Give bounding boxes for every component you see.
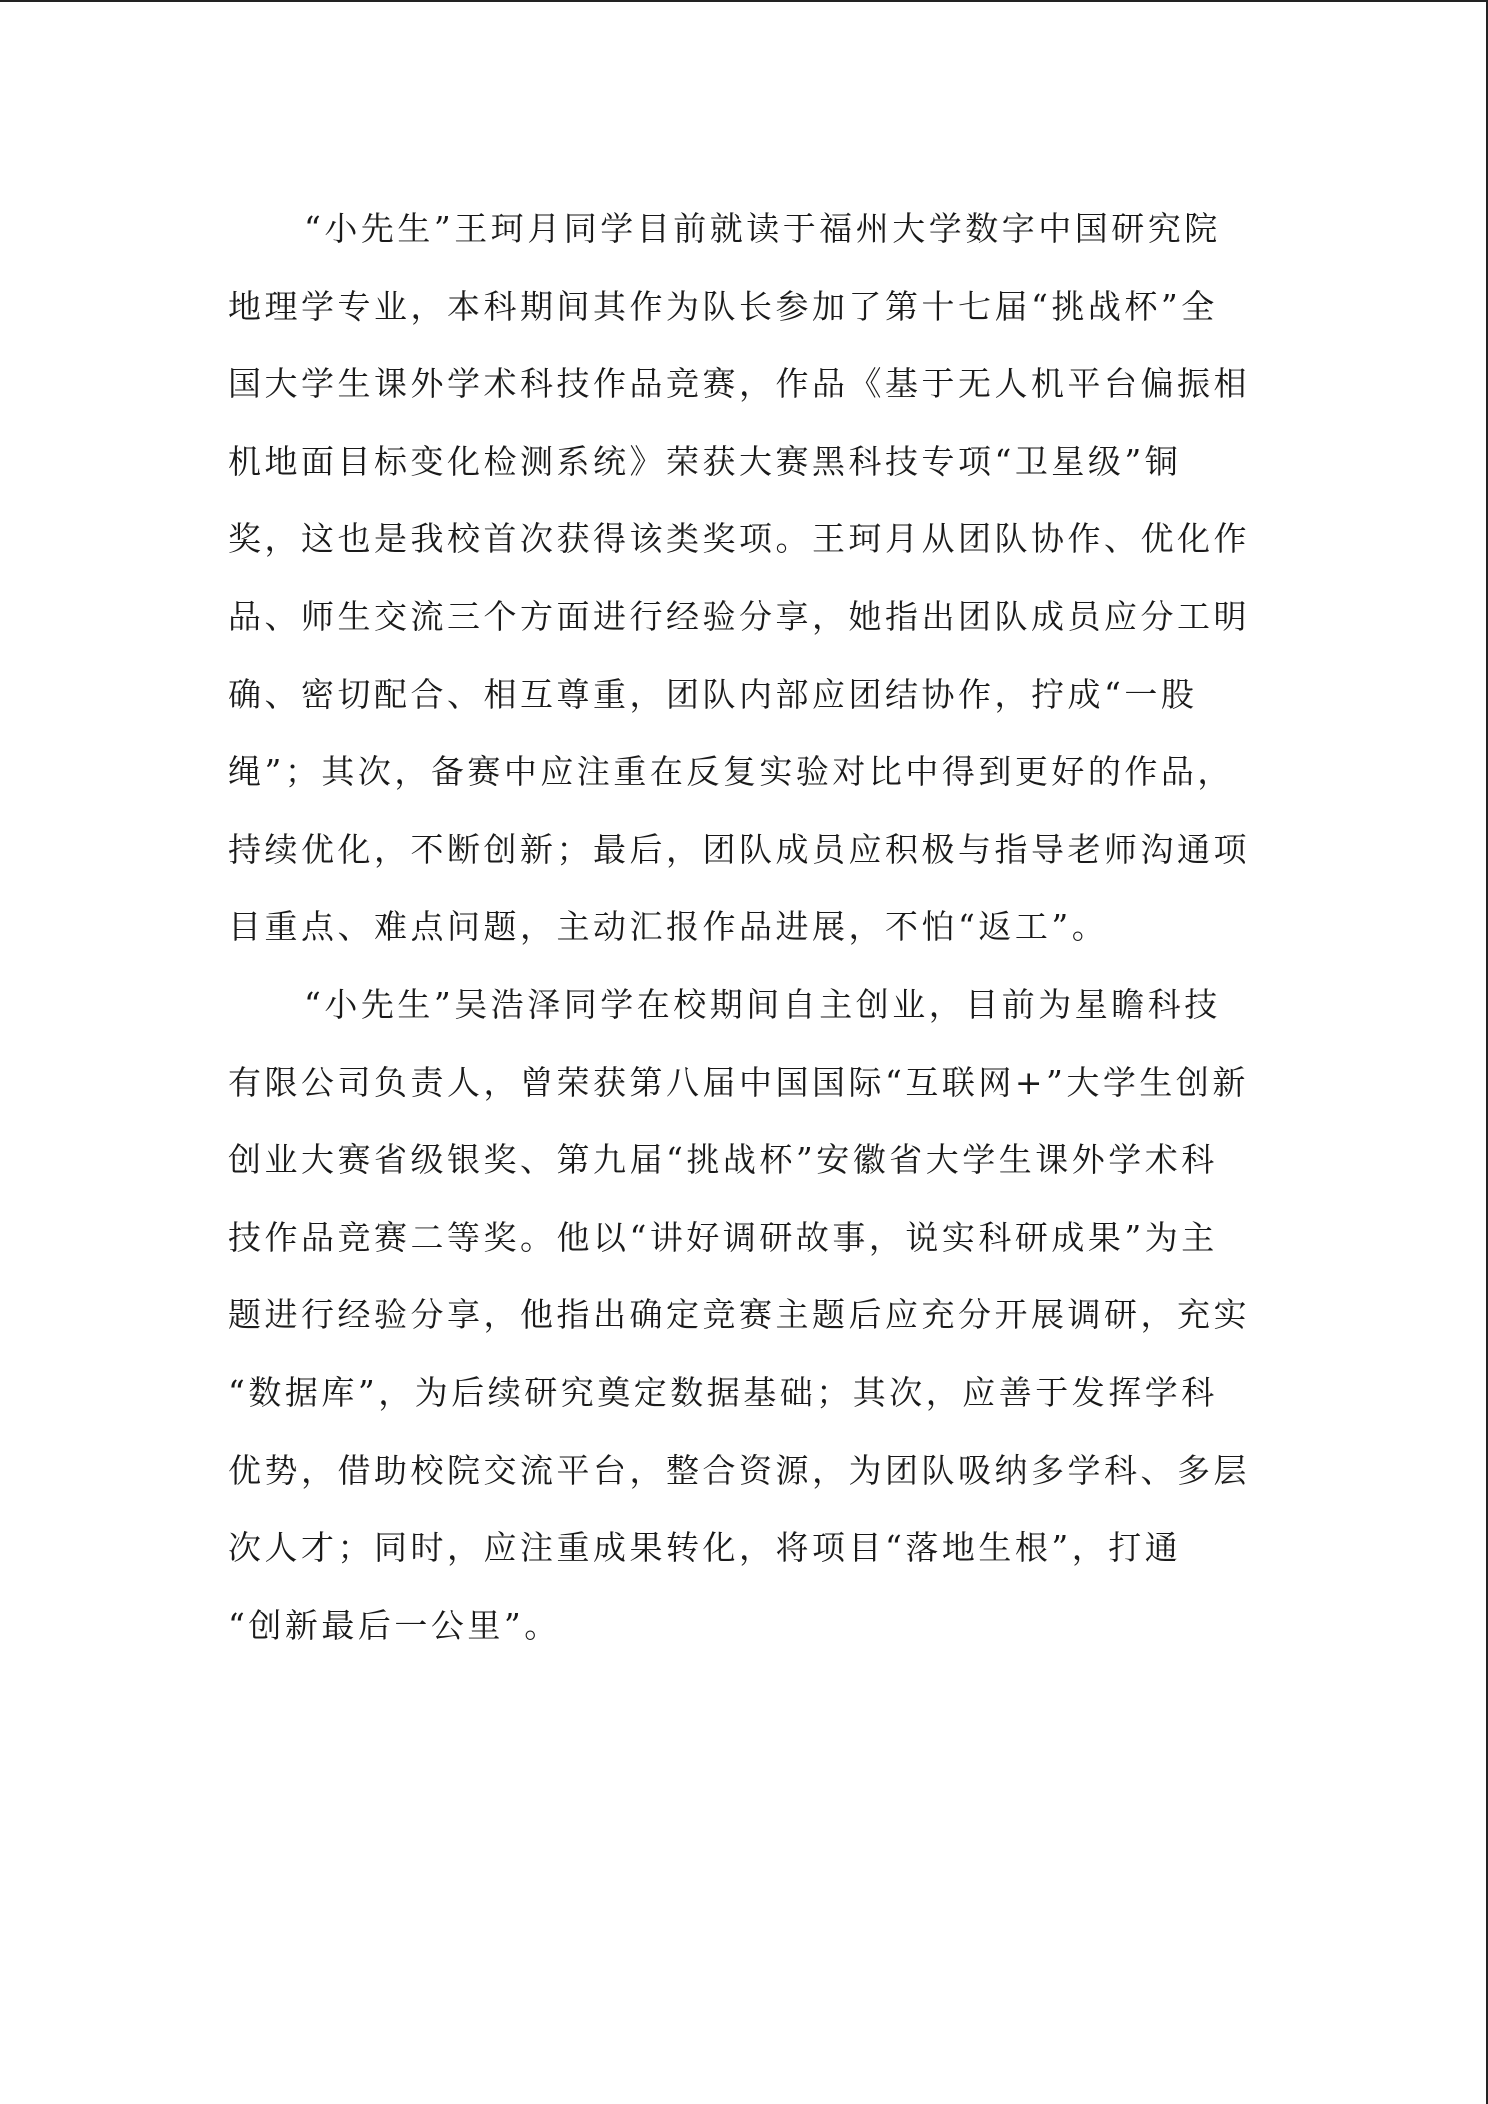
paragraph-1-line: “小先生”王珂月同学目前就读于福州大学数字中国研究院 bbox=[304, 209, 1221, 248]
paragraph-1-line: 持续优化，不断创新；最后，团队成员应积极与指导老师沟通项 bbox=[228, 829, 1250, 869]
paragraph-2-line: 题进行经验分享，他指出确定竞赛主题后应充分开展调研，充实 bbox=[228, 1295, 1250, 1335]
paragraph-2-line: “小先生”吴浩泽同学在校期间自主创业，目前为星瞻科技 bbox=[304, 984, 1221, 1024]
paragraph-2-line: 创业大赛省级银奖、第九届“挑战杯”安徽省大学生课外学术科 bbox=[228, 1140, 1218, 1180]
paragraph-1-line: 目重点、难点问题，主动汇报作品进展，不怕“返工”。 bbox=[228, 907, 1109, 947]
paragraph-1-line: 地理学专业，本科期间其作为队长参加了第十七届“挑战杯”全 bbox=[228, 286, 1218, 326]
paragraph-2-line: 技作品竞赛二等奖。他以“讲好调研故事，说实科研成果”为主 bbox=[228, 1217, 1218, 1257]
paragraph-1-line: 奖，这也是我校首次获得该类奖项。王珂月从团队协作、优化作 bbox=[228, 519, 1250, 559]
paragraph-2-line: 有限公司负责人，曾荣获第八届中国国际“互联网+”大学生创新 bbox=[228, 1062, 1249, 1102]
paragraph-1-line: 国大学生课外学术科技作品竞赛，作品《基于无人机平台偏振相 bbox=[228, 364, 1250, 404]
paragraph-2-line: “创新最后一公里”。 bbox=[228, 1605, 561, 1645]
body-text bbox=[228, 190, 1268, 1664]
paragraph-1-line: 机地面目标变化检测系统》荣获大赛黑科技专项“卫星级”铜 bbox=[228, 441, 1182, 481]
paragraph-2-line: 优势，借助校院交流平台，整合资源，为团队吸纳多学科、多层 bbox=[228, 1450, 1250, 1490]
paragraph-1 bbox=[228, 190, 1268, 966]
paragraph-1-line: 确、密切配合、相互尊重，团队内部应团结协作，拧成“一股 bbox=[228, 674, 1198, 714]
paragraph-1-line: 品、师生交流三个方面进行经验分享，她指出团队成员应分工明 bbox=[228, 596, 1250, 636]
paragraph-2-line: “数据库”，为后续研究奠定数据基础；其次，应善于发挥学科 bbox=[228, 1372, 1218, 1412]
paragraph-1-line: 绳”；其次，备赛中应注重在反复实验对比中得到更好的作品， bbox=[228, 752, 1234, 792]
paragraph-2-line: 次人才；同时，应注重成果转化，将项目“落地生根”，打通 bbox=[228, 1528, 1182, 1568]
paragraph-2 bbox=[228, 966, 1268, 1664]
